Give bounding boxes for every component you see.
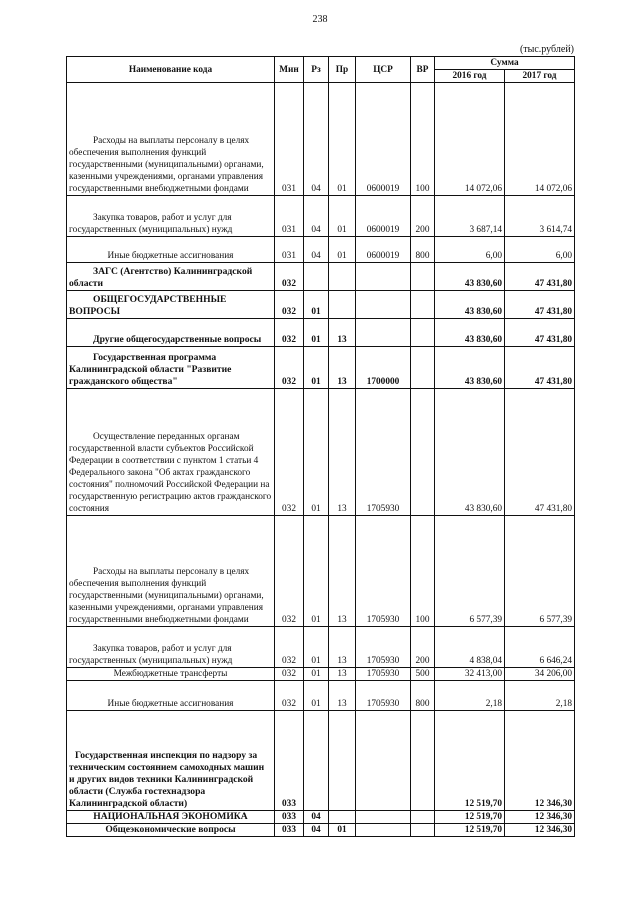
row-csr: 1705930 [356,389,411,516]
row-vr: 500 [411,668,435,681]
row-min: 032 [275,263,304,291]
header-min: Мин [275,57,304,83]
row-rz: 01 [304,291,329,319]
page-number: 238 [312,14,328,25]
row-csr: 1705930 [356,668,411,681]
row-name-text: Закупка товаров, работ и услуг для государственных (муниципальных) нужд [69,213,233,235]
row-csr: 0600019 [356,196,411,237]
row-pr: 13 [329,627,356,668]
row-2017: 6 577,39 [505,516,575,627]
row-min: 031 [275,83,304,196]
row-rz: 04 [304,196,329,237]
row-2017: 47 431,80 [505,263,575,291]
row-rz: 04 [304,824,329,837]
table-row [67,824,575,837]
row-2016: 2,18 [435,681,505,711]
table-row [67,681,575,711]
row-vr [411,389,435,516]
row-vr [411,711,435,811]
row-csr: 1705930 [356,681,411,711]
row-min: 032 [275,627,304,668]
row-name: Иные бюджетные ассигнования [67,681,275,711]
row-2017: 47 431,80 [505,389,575,516]
row-2016: 4 838,04 [435,627,505,668]
row-vr [411,811,435,824]
row-name: Межбюджетные трансферты [67,668,275,681]
row-name: Общеэкономические вопросы [67,824,275,837]
table-row [67,347,575,389]
row-2017: 47 431,80 [505,319,575,347]
table-row [67,811,575,824]
units-label: (тыс.рублей) [519,44,574,55]
row-vr [411,291,435,319]
row-name-text: Другие общегосударственные вопросы [93,334,262,345]
header-rz: Рз [304,57,329,83]
row-pr [329,291,356,319]
row-csr: 0600019 [356,83,411,196]
row-csr [356,319,411,347]
row-vr: 200 [411,627,435,668]
row-rz: 04 [304,811,329,824]
row-rz [304,711,329,811]
row-vr: 100 [411,83,435,196]
table-row [67,668,575,681]
table-row [67,389,575,516]
row-2017: 12 346,30 [505,811,575,824]
row-min: 032 [275,291,304,319]
row-rz: 01 [304,319,329,347]
row-2016: 43 830,60 [435,389,505,516]
row-pr [329,263,356,291]
row-pr: 01 [329,196,356,237]
row-pr: 13 [329,681,356,711]
row-csr: 1705930 [356,627,411,668]
row-2016: 43 830,60 [435,291,505,319]
row-name-text: Закупка товаров, работ и услуг для государственных (муниципальных) нужд [69,644,233,666]
row-name [67,291,275,319]
row-name-text: Расходы на выплаты персоналу в целях обеспечения выполнения функций государственными (муниципальными) органами, казенными учреждениями, органами управления государственными внебюджетными фондами [69,567,264,625]
row-2017: 12 346,30 [505,824,575,837]
row-pr: 13 [329,319,356,347]
row-csr [356,263,411,291]
header-name: Наименование кода [67,57,275,83]
row-2016: 6 577,39 [435,516,505,627]
table-row [67,627,575,668]
row-2016: 12 519,70 [435,811,505,824]
row-name-text: ЗАГС (Агентство) Калининградской области [69,266,253,289]
row-2017: 47 431,80 [505,347,575,389]
row-pr: 13 [329,389,356,516]
row-vr [411,347,435,389]
row-pr: 01 [329,824,356,837]
row-rz: 04 [304,237,329,263]
row-2016: 32 413,00 [435,668,505,681]
row-name-text: ОБЩЕГОСУДАРСТВЕННЫЕ ВОПРОСЫ [69,294,227,317]
row-name [67,83,275,196]
row-min: 032 [275,389,304,516]
row-name-text: Расходы на выплаты персоналу в целях обеспечения выполнения функций государственными (муниципальными) органами, казенными учреждениями, органами управления государственными внебюджетными фондами [69,136,264,194]
row-name: НАЦИОНАЛЬНАЯ ЭКОНОМИКА [67,811,275,824]
row-2016: 43 830,60 [435,347,505,389]
row-pr: 01 [329,237,356,263]
row-vr: 800 [411,681,435,711]
header-summa: Сумма [435,57,575,70]
header-2017: 2017 год [505,70,575,83]
row-csr: 1705930 [356,516,411,627]
row-csr: 0600019 [356,237,411,263]
table-row [67,319,575,347]
row-2016: 14 072,06 [435,83,505,196]
header-csr: ЦСР [356,57,411,83]
row-min: 032 [275,319,304,347]
row-rz: 01 [304,389,329,516]
row-csr [356,291,411,319]
row-name [67,319,275,347]
row-2016: 6,00 [435,237,505,263]
row-rz: 01 [304,516,329,627]
table-row [67,711,575,811]
row-name [67,516,275,627]
row-min: 033 [275,811,304,824]
row-min: 032 [275,681,304,711]
row-min: 031 [275,237,304,263]
row-2017: 14 072,06 [505,83,575,196]
table-row [67,263,575,291]
row-name [67,347,275,389]
row-2016: 43 830,60 [435,319,505,347]
table-row [67,516,575,627]
row-pr: 13 [329,347,356,389]
row-min: 033 [275,711,304,811]
row-min: 031 [275,196,304,237]
row-vr: 800 [411,237,435,263]
row-2017: 12 346,30 [505,711,575,811]
row-rz: 01 [304,627,329,668]
row-rz: 04 [304,83,329,196]
row-name: Иные бюджетные ассигнования [67,237,275,263]
row-name [67,711,275,811]
row-2016: 12 519,70 [435,711,505,811]
row-name [67,263,275,291]
row-2017: 47 431,80 [505,291,575,319]
row-name [67,627,275,668]
row-csr [356,711,411,811]
budget-table [66,56,575,837]
table-row [67,196,575,237]
row-csr: 1700000 [356,347,411,389]
row-2016: 43 830,60 [435,263,505,291]
row-rz: 01 [304,347,329,389]
header-pr: Пр [329,57,356,83]
row-pr: 13 [329,516,356,627]
row-2017: 34 206,00 [505,668,575,681]
table-row [67,83,575,196]
row-min: 032 [275,668,304,681]
row-2017: 3 614,74 [505,196,575,237]
row-vr: 100 [411,516,435,627]
row-2016: 3 687,14 [435,196,505,237]
row-rz: 01 [304,668,329,681]
row-min: 033 [275,824,304,837]
row-2017: 2,18 [505,681,575,711]
row-2016: 12 519,70 [435,824,505,837]
table-row [67,237,575,263]
row-name [67,196,275,237]
row-name [67,389,275,516]
row-csr [356,811,411,824]
row-name-text: Осуществление переданных органам государственной власти субъектов Российской Федерации в соответствии с пунктом 1 статьи 4 Федерального закона "Об актах гражданского состояния" полномочий Российской Федерации на государственную регистрацию актов гражданского состояния [69,432,272,514]
row-rz: 01 [304,681,329,711]
row-csr [356,824,411,837]
row-2017: 6,00 [505,237,575,263]
row-pr [329,811,356,824]
row-vr [411,263,435,291]
header-2016: 2016 год [435,70,505,83]
row-2017: 6 646,24 [505,627,575,668]
row-vr: 200 [411,196,435,237]
row-vr [411,319,435,347]
row-min: 032 [275,347,304,389]
row-pr: 13 [329,668,356,681]
header-vr: ВР [411,57,435,83]
table-row [67,291,575,319]
row-name-text: Государственная инспекция по надзору за техническим состоянием самоходных машин и других видов техники Калининградской области (Служба гостехнадзора Калининградской области) [69,750,265,809]
row-rz [304,263,329,291]
row-vr [411,824,435,837]
row-min: 032 [275,516,304,627]
row-name-text: Государственная программа Калининградской области "Развитие гражданского общества" [69,352,232,387]
row-pr: 01 [329,83,356,196]
row-pr [329,711,356,811]
